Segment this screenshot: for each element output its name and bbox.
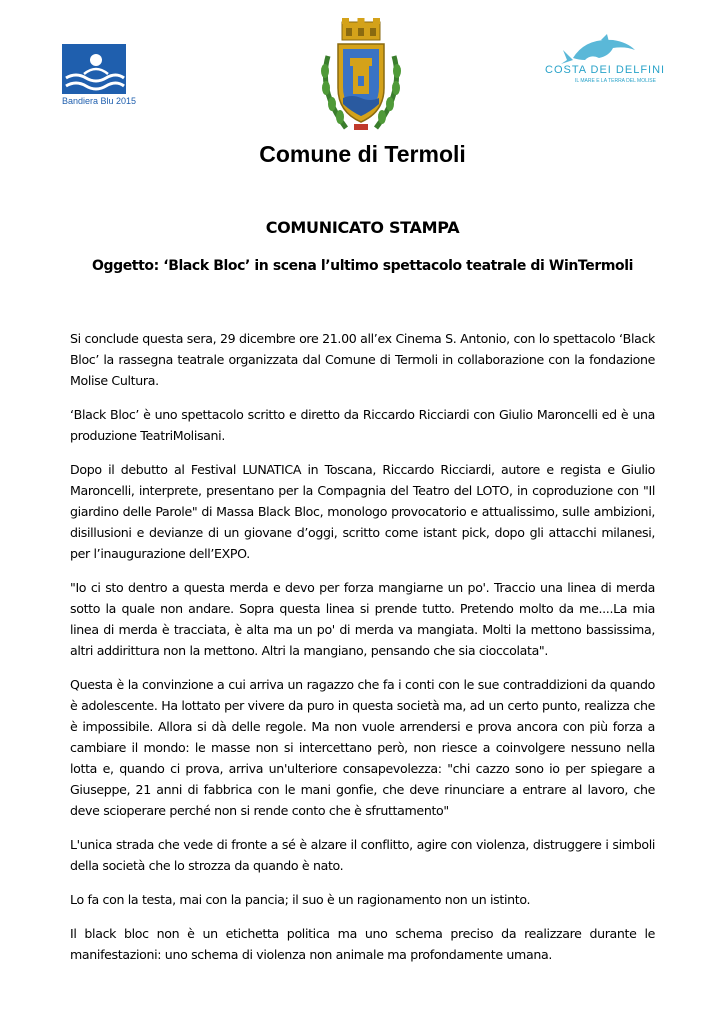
body-paragraph: Dopo il debutto al Festival LUNATICA in Toscana, Riccardo Ricciardi, autore e regista e Giulio Maroncelli, interprete, presentano per la Compagnia del Teatro del LOTO, in coproduzione con "Il giardino delle Parole" di Massa Black Bloc, monologo provocatorio e attualissimo, sulle ambizioni, disillusioni e devianze di un giovane d’oggi, scritto come istant pick, dopo gli attacchi milanesi, per l’inaugurazione dell’EXPO.: [70, 462, 655, 561]
termoli-crest-icon: [316, 16, 406, 136]
body-paragraph: ‘Black Bloc’ è uno spettacolo scritto e diretto da Riccardo Ricciardi con Giulio Maroncelli ed è una produzione TeatriMolisani.: [70, 407, 655, 443]
document-subject: Oggetto: ‘Black Bloc’ in scena l’ultimo spettacolo teatrale di WinTermoli: [91, 258, 634, 274]
bandiera-blu-flag-icon: [62, 44, 126, 94]
body-paragraph: Lo fa con la testa, mai con la pancia; il suo è un ragionamento non un istinto.: [70, 892, 531, 907]
body-paragraph: Questa è la convinzione a cui arriva un ragazzo che fa i conti con le sue contraddizioni da quando è adolescente. Ha lottato per vivere da puro in questa società ma, ad un certo punto, realizza che è impossibile. Allora si dà delle regole. Ma non vuole arrendersi e prova ancora con più forza a cambiare il mondo: le masse non si intercettano però, non riesce a coinvolgere nessuno nella lotta e, quando ci prova, arriva un'ulteriore consapevolezza: "chi cazzo sono io per spiegare a Giuseppe, 21 anni di fabbrica con le mani gonfie, che deve rinunciare a entrare al lavoro, che deve scioperare perché non si rende conto che è sfruttamento": [70, 677, 655, 818]
bandiera-blu-caption: Bandiera Blu 2015: [62, 96, 137, 106]
body-paragraph: Si conclude questa sera, 29 dicembre ore 21.00 all’ex Cinema S. Antonio, con lo spettacolo ‘Black Bloc’ la rassegna teatrale organizzata dal Comune di Termoli in collaborazione con la fondazione Molise Cultura.: [70, 331, 655, 388]
municipality-label: Comune di Termoli: [259, 141, 466, 167]
bandiera-blu-logo: [62, 44, 130, 99]
document-title: COMUNICATO STAMPA: [265, 218, 460, 237]
document-body: [70, 328, 655, 978]
costa-dei-delfini-tagline: IL MARE E LA TERRA DEL MOLISE: [575, 78, 656, 84]
body-paragraph: L'unica strada che vede di fronte a sé è alzare il conflitto, agire con violenza, distruggere i simboli della società che lo strozza da quando è nato.: [70, 837, 655, 873]
body-paragraph: Il black bloc non è un etichetta politica ma uno schema preciso da realizzare durante le manifestazioni: uno schema di violenza non animale ma profondamente umana.: [70, 926, 655, 962]
body-paragraph: "Io ci sto dentro a questa merda e devo per forza mangiarne un po'. Traccio una linea di merda sotto la quale non andare. Sopra questa linea si prende tutto. Pretendo molto da me....La mia linea di merda è tracciata, è alta ma un po' di merda va mangiata. Molti la mettono bassissima, altri addirittura non la mettono. Altri la mangiano, pensando che sia cioccolata".: [70, 580, 655, 658]
costa-dei-delfini-name: COSTA DEI DELFINI: [545, 64, 666, 76]
municipality-name: [0, 141, 725, 168]
